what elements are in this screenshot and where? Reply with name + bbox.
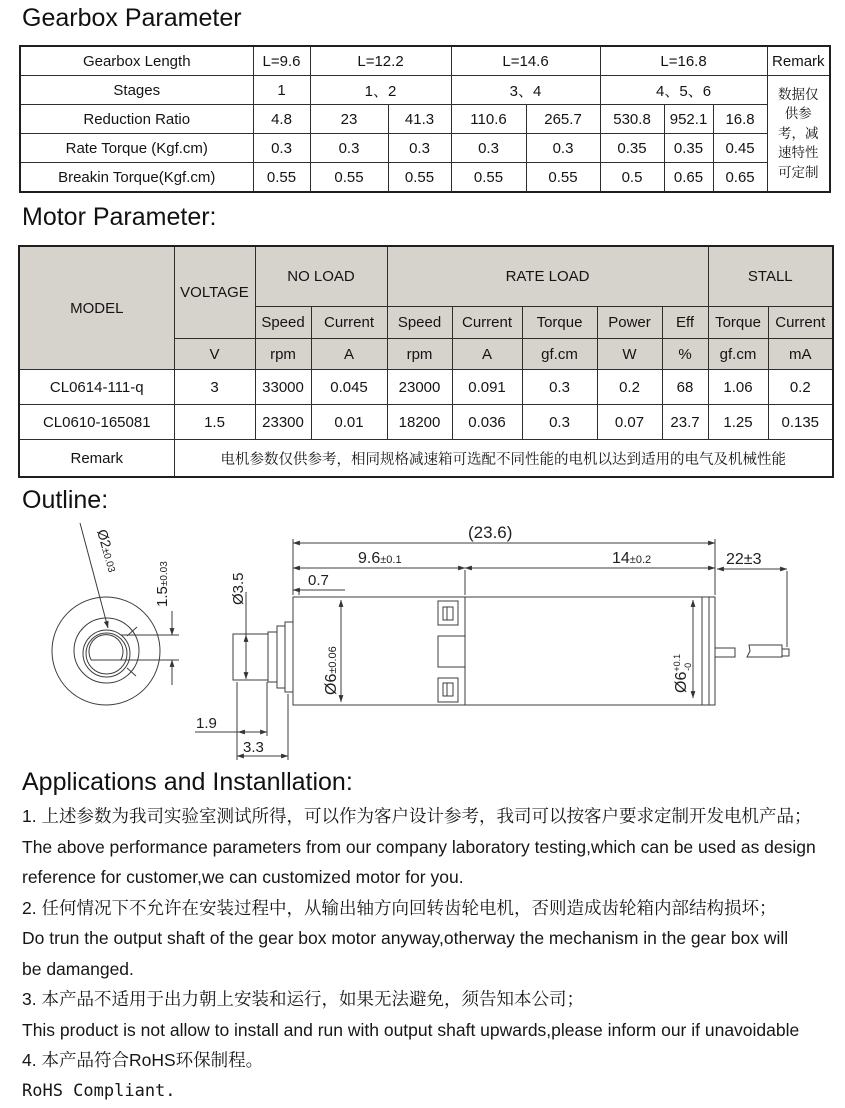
cell: 0.2 <box>768 370 833 405</box>
cell: 0.036 <box>452 405 522 440</box>
cell: 0.55 <box>526 163 600 193</box>
row-label: Rate Torque (Kgf.cm) <box>20 134 253 163</box>
rohs-compliant-line: RoHS Compliant. <box>22 1080 176 1101</box>
cell: 23300 <box>255 405 311 440</box>
cell: 16.8 <box>713 105 767 134</box>
model-header: MODEL <box>19 246 174 370</box>
cell: 110.6 <box>451 105 526 134</box>
dim-gearbox-dia: Ø6±0.06 <box>323 646 340 695</box>
cell: 530.8 <box>600 105 664 134</box>
unit-cell: rpm <box>387 339 452 370</box>
sub-header: Current <box>311 307 387 339</box>
cell: 0.07 <box>597 405 662 440</box>
cell: 0.55 <box>451 163 526 193</box>
unit-cell: % <box>662 339 708 370</box>
cell: 1 <box>253 76 310 105</box>
gearbox-parameter-table <box>19 45 831 193</box>
cell: 23000 <box>387 370 452 405</box>
sub-header: Current <box>768 307 833 339</box>
table-row <box>20 76 830 105</box>
cell: 1.25 <box>708 405 768 440</box>
length-header: L=14.6 <box>451 46 600 76</box>
motor-side-view <box>233 597 789 705</box>
cell: 0.3 <box>388 134 451 163</box>
sub-header: Speed <box>255 307 311 339</box>
table-row <box>20 105 830 134</box>
cell: 0.3 <box>522 405 597 440</box>
dimension-lines <box>195 539 787 760</box>
cell: 1.5 <box>174 405 255 440</box>
row-label: Reduction Ratio <box>20 105 253 134</box>
length-header: L=12.2 <box>310 46 451 76</box>
unit-cell: A <box>311 339 387 370</box>
cell: 0.35 <box>600 134 664 163</box>
cell: 4.8 <box>253 105 310 134</box>
app-note-line: The above performance parameters from our company laboratory testing,which can be used as design <box>22 836 816 857</box>
application-notes <box>22 801 845 1106</box>
stall-header: STALL <box>708 246 833 307</box>
cell: 1.06 <box>708 370 768 405</box>
sub-header: Power <box>597 307 662 339</box>
sub-header: Torque <box>522 307 597 339</box>
dim-1-9: 1.9 <box>196 715 217 732</box>
outline-section-title: Outline: <box>22 486 109 514</box>
row-label: Gearbox Length <box>20 46 253 76</box>
rate-load-header: RATE LOAD <box>387 246 708 307</box>
unit-cell: W <box>597 339 662 370</box>
cell: 0.01 <box>311 405 387 440</box>
motor-front-view <box>52 523 179 705</box>
cell: 0.135 <box>768 405 833 440</box>
sub-header: Current <box>452 307 522 339</box>
cell: 23 <box>310 105 388 134</box>
table-row <box>19 246 833 307</box>
row-label: Breakin Torque(Kgf.cm) <box>20 163 253 193</box>
cell: 4、5、6 <box>600 76 767 105</box>
model-cell: CL0614-111-q <box>19 370 174 405</box>
cell: 0.45 <box>713 134 767 163</box>
gearbox-section-title: Gearbox Parameter <box>22 4 242 32</box>
cell: 952.1 <box>664 105 713 134</box>
app-note-line: 4. 本产品符合RoHS环保制程。 <box>22 1050 264 1070</box>
dim-shaft-dia: Ø2±0.03 <box>94 527 117 574</box>
cell: 0.2 <box>597 370 662 405</box>
dim-3-3: 3.3 <box>243 739 264 756</box>
motor-parameter-table <box>18 245 834 478</box>
sub-header: Torque <box>708 307 768 339</box>
app-note-line: 2. 任何情况下不允许在安装过程中，从输出轴方向回转齿轮电机，否则造成齿轮箱内部结构损坏； <box>22 897 777 918</box>
cell: 265.7 <box>526 105 600 134</box>
dim-motor-length: 14±0.2 <box>612 550 652 567</box>
motor-section-title: Motor Parameter: <box>22 203 217 231</box>
app-note-line: reference for customer,we can customized motor for you. <box>22 867 464 887</box>
cell: 23.7 <box>662 405 708 440</box>
unit-cell: mA <box>768 339 833 370</box>
cell: 0.55 <box>253 163 310 193</box>
app-note-line: 3. 本产品不适用于出力朝上安装和运行，如果无法避免，须告知本公司； <box>22 989 584 1009</box>
no-load-header: NO LOAD <box>255 246 387 307</box>
table-row <box>19 405 833 440</box>
cell: 0.3 <box>522 370 597 405</box>
applications-section-title: Applications and Instanllation: <box>22 768 353 796</box>
cell: 3、4 <box>451 76 600 105</box>
cell: 0.3 <box>253 134 310 163</box>
cell: 0.5 <box>600 163 664 193</box>
cell: 0.3 <box>451 134 526 163</box>
app-note-line: Do trun the output shaft of the gear box motor anyway,otherway the mechanism in the gear box will <box>22 928 789 948</box>
cell: 1、2 <box>310 76 451 105</box>
outline-technical-drawing <box>0 515 845 767</box>
remark-label: Remark <box>19 440 174 478</box>
unit-cell: gf.cm <box>708 339 768 370</box>
cell: 18200 <box>387 405 452 440</box>
dim-motor-dia: $Ø6^{+0.1}-0$ <box>672 653 693 693</box>
sub-header: Eff <box>662 307 708 339</box>
cell: 0.3 <box>310 134 388 163</box>
app-note-line: This product is not allow to install and run with output shaft upwards,please inform our if unavoidable <box>22 1019 800 1040</box>
length-header: L=9.6 <box>253 46 310 76</box>
cell: 0.65 <box>664 163 713 193</box>
dim-wire-length: 22±3 <box>726 551 762 568</box>
cell: 0.045 <box>311 370 387 405</box>
cell: 0.3 <box>526 134 600 163</box>
voltage-header: VOLTAGE <box>174 246 255 339</box>
table-row <box>20 134 830 163</box>
motor-remark-note: 电机参数仅供参考，相同规格减速箱可选配不同性能的电机以达到适用的电气及机械性能 <box>174 440 833 478</box>
cell: 0.35 <box>664 134 713 163</box>
table-row <box>19 370 833 405</box>
unit-cell: A <box>452 339 522 370</box>
cell: 68 <box>662 370 708 405</box>
dim-gearbox-length: 9.6±0.1 <box>358 550 402 567</box>
sub-header: Speed <box>387 307 452 339</box>
unit-cell: V <box>174 339 255 370</box>
dimension-labels <box>94 523 761 756</box>
unit-cell: gf.cm <box>522 339 597 370</box>
app-note-line: be damanged. <box>22 958 134 979</box>
table-row <box>19 440 833 478</box>
cell: 0.55 <box>310 163 388 193</box>
cell: 0.65 <box>713 163 767 193</box>
cell: 0.55 <box>388 163 451 193</box>
dim-shaft-flat: 1.5±0.03 <box>154 561 171 607</box>
model-cell: CL0610-165081 <box>19 405 174 440</box>
cell: 33000 <box>255 370 311 405</box>
gearbox-remark-note: 数据仅供参考，减速特性可定制 <box>767 76 830 193</box>
table-row <box>20 46 830 76</box>
cell: 41.3 <box>388 105 451 134</box>
cell: 0.091 <box>452 370 522 405</box>
dim-boss-dia: Ø3.5 <box>230 572 247 605</box>
dim-overall-length: (23.6) <box>468 523 513 542</box>
row-label: Stages <box>20 76 253 105</box>
app-note-line: 1. 上述参数为我司实验室测试所得，可以作为客户设计参考，我司可以按客户要求定制开发电机产品； <box>22 806 812 826</box>
dim-front-lip: 0.7 <box>308 572 329 589</box>
length-header: L=16.8 <box>600 46 767 76</box>
unit-cell: rpm <box>255 339 311 370</box>
cell: 3 <box>174 370 255 405</box>
remark-header: Remark <box>767 46 830 76</box>
table-row <box>20 163 830 193</box>
